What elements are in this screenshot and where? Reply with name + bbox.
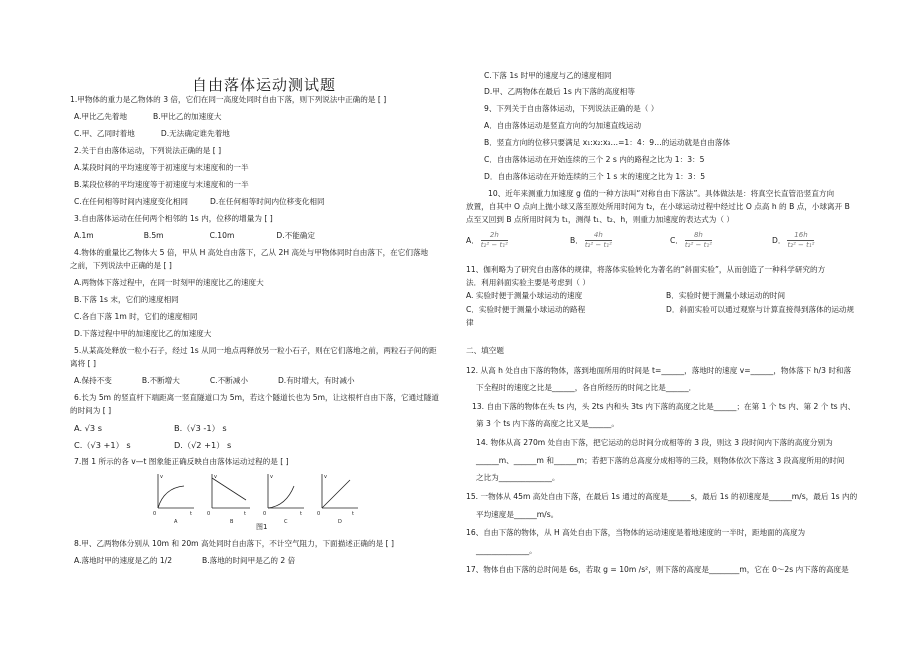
question-7: 7.图 1 所示的各 v—t 图象能正确反映自由落体运动过程的是 [ ] — [74, 457, 289, 466]
fraction — [685, 232, 712, 249]
option: D．斜面实验可以通过观察与计算直接得到落体的运动规 — [666, 305, 855, 314]
graph-b-line — [212, 478, 246, 500]
option: D.在任何相等时间内位移变化相同 — [210, 197, 325, 206]
graph-origin-label: 0 — [263, 511, 267, 517]
option-label: A． — [466, 235, 479, 245]
question-12-line1: 12. 从高 h 处自由下落的物体，落到地面所用的时间是 t=______，落地时的速度 v=______，物体落下 h/3 时和落 — [466, 366, 852, 375]
question-1-options-2 — [74, 130, 256, 139]
option: B.下落 1s 末，它们的速度相同 — [74, 295, 179, 304]
option: D.有时增大，有时减小 — [277, 376, 355, 385]
question-2: 2.关于自由落体运动，下列说法正确的是 [ ] — [74, 146, 222, 155]
question-17: 17、物体自由下落的总时间是 6s，若取 g = 10m /s²，则下落的高度是________m，它在 0～2s 内下落的高度是 — [466, 565, 849, 574]
graph-a-label: A — [174, 519, 178, 525]
graph-origin-label: 0 — [317, 511, 321, 517]
question-10-option-a — [466, 232, 508, 249]
option: B.某段位移的平均速度等于初速度与末速度和的一半 — [74, 180, 249, 189]
option: D．自由落体运动在开始连续的三个 1 s 末的速度之比为 1：3：5 — [484, 172, 706, 181]
option: C.下落 1s 时甲的速度与乙的速度相同 — [484, 71, 612, 80]
fraction-denominator: t₂² − t₁² — [584, 241, 612, 249]
question-3: 3.自由落体运动在任何两个相邻的 1s 内，位移的增量为 [ ] — [74, 214, 273, 223]
question-12-line2: 下全程时的速度之比是______，各自所经历的时间之比是______． — [476, 383, 697, 392]
option: C．实验时便于测量小球运动的路程 — [466, 305, 586, 314]
option: C.各自下落 1m 时，它们的速度相同 — [74, 312, 198, 321]
graph-axis-label: t — [190, 511, 192, 517]
question-6-line2: 的时间为 [ ] — [70, 406, 112, 415]
fraction-denominator: t₂² − t₁² — [787, 241, 815, 249]
question-10-option-c — [670, 232, 712, 249]
fraction-numerator: 8h — [685, 232, 712, 241]
option: B.甲比乙的加速度大 — [153, 112, 222, 121]
graph-axis-label: v — [270, 474, 273, 480]
question-1-options — [74, 113, 247, 122]
question-10-option-d — [772, 232, 814, 249]
question-1: 1.甲物体的重力是乙物体的 3 倍，它们在同一高度处同时自由下落，则下列说法中正确的是 [ ] — [70, 95, 387, 104]
question-16-line1: 16、自由下落的物体，从 H 高处自由下落，当物体的运动速度是着地速度的一半时，距地面的高度为 — [466, 528, 806, 537]
option: B.落地的时间甲是乙的 2 倍 — [202, 556, 296, 565]
question-5-options — [74, 377, 355, 386]
question-8-options — [74, 557, 295, 566]
question-3-options — [74, 232, 315, 241]
question-8: 8.甲、乙两物体分别从 10m 和 20m 高处同时自由落下，不计空气阻力，下面描述正确的是 [ ] — [74, 539, 394, 548]
vt-graphs-svg — [150, 470, 360, 530]
question-4-line1: 4.物体的重量比乙物体大 5 倍，甲从 H 高处自由落下，乙从 2H 高处与甲物体同时自由落下，在它们落地 — [74, 248, 429, 257]
question-10-line1: 10、近年来测重力加速度 g 值的一种方法叫“对称自由下落法”。具体做法是：将真空长直管沿竖直方向 — [488, 189, 835, 198]
fraction — [585, 232, 612, 249]
question-15-line1: 15. 一物体从 45m 高处自由下落，在最后 1s 通过的高度是______s，最后 1s 的初速度是______m/s，最后 1s 内的 — [466, 492, 858, 501]
option: B.不断增大 — [141, 376, 180, 385]
option: A. 实验时便于测量小球运动的速度 — [466, 291, 583, 300]
option: D.甲、乙两物体在最后 1s 内下落的高度相等 — [484, 87, 635, 96]
option: A．自由落体运动是竖直方向的匀加速直线运动 — [484, 121, 642, 130]
option: C．自由落体运动在开始连续的三个 2 s 内的路程之比为 1：3：5 — [484, 155, 705, 164]
option-label: C． — [670, 235, 683, 245]
question-9: 9、下列关于自由落体运动，下列说法正确的是（ ） — [484, 104, 659, 113]
graph-b-label: B — [230, 519, 234, 525]
option: A.保持不变 — [74, 376, 112, 385]
option-continuation: 律 — [466, 318, 474, 327]
question-14-line3: 之比为______________。 — [476, 473, 560, 482]
option: C.甲、乙同时着地 — [74, 129, 135, 138]
graph-axis-label: v — [324, 474, 327, 480]
option: B．实验时便于测量小球运动的时间 — [666, 291, 786, 300]
question-6-line1: 6.长为 5m 的竖直杆下端距离一竖直隧道口为 5m，若这个隧道长也为 5m，让这根杆自由下落，它通过隧道 — [74, 393, 439, 402]
option: B.（√3 -1） s — [174, 423, 227, 433]
option: B．竖直方向的位移只要满足 x₁:x₂:x₃…=1：4：9…的运动就是自由落体 — [484, 138, 731, 147]
option: A.1m — [74, 231, 94, 240]
fraction-denominator: t₂² − t₁² — [480, 241, 508, 249]
fraction-numerator: 4h — [585, 232, 612, 241]
question-15-line2: 平均速度是______m/s。 — [476, 510, 559, 519]
question-11-line2: 法．利用斜面实验主要是考虑到（ ） — [466, 278, 590, 287]
option: D.不能确定 — [276, 231, 315, 240]
question-5-line1: 5.从某高处释放一粒小石子，经过 1s 从同一地点再释放另一粒小石子，则在它们落地之前，两粒石子间的距 — [74, 346, 437, 355]
option: C.在任何相等时间内速度变化相同 — [74, 197, 189, 206]
graph-axis-label: t — [244, 511, 246, 517]
fraction — [787, 232, 814, 249]
option: A.落地时甲的速度是乙的 1/2 — [74, 556, 173, 565]
option: A.甲比乙先着地 — [74, 112, 128, 121]
fraction-denominator: t₂² − t₁² — [684, 241, 712, 249]
graph-c-curve — [268, 486, 294, 508]
option: A. √3 s — [74, 423, 102, 433]
fraction-numerator: 16h — [787, 232, 814, 241]
option: C.不断减小 — [209, 376, 248, 385]
option-label: D． — [772, 235, 786, 245]
graph-c-label: C — [284, 519, 288, 525]
figure-caption: 图1 — [256, 523, 268, 531]
figure-1-graphs — [150, 470, 360, 530]
graph-origin-label: 0 — [207, 511, 211, 517]
fraction-numerator: 2h — [481, 232, 508, 241]
graph-a-curve — [158, 486, 184, 508]
option: C.10m — [209, 231, 235, 240]
question-10-line2: 放置，自其中 O 点向上抛小球又落至原处所用时间为 t₂，在小球运动过程中经过比 O 点高 h 的 B 点，小球离开 B — [466, 202, 850, 211]
question-16-line2: ______________。 — [476, 546, 537, 555]
option-label: B． — [570, 235, 583, 245]
question-10-line3: 点至又回到 B 点所用时间为 t₁，测得 t₁、t₂、h，则重力加速度的表达式为（ ） — [466, 215, 734, 224]
graph-origin-label: 0 — [153, 511, 157, 517]
question-2-options-cd — [74, 198, 325, 207]
option: B.5m — [143, 231, 164, 240]
graph-axis-label: t — [300, 511, 302, 517]
graph-d-label: D — [338, 519, 342, 525]
page-title: 自由落体运动测试题 — [192, 76, 337, 94]
question-11-line1: 11、伽利略为了研究自由落体的规律，将落体实验转化为著名的“斜面实验”，从而创造了一种科学研究的方 — [466, 265, 826, 274]
graph-d-line — [322, 480, 350, 508]
graph-axis-label: v — [214, 474, 217, 480]
question-14-line2: ______m、______m 和______m；若把下落的总高度分成相等的三段，则物体依次下落这 3 段高度所用的时间 — [476, 456, 845, 465]
question-4-line2: 之前，下列说法中正确的是 [ ] — [70, 261, 172, 270]
fraction — [481, 232, 508, 249]
graph-axis-label: v — [160, 474, 163, 480]
option: D.无法确定谁先着地 — [160, 129, 230, 138]
question-13-line2: 第 3 个 ts 内下落的高度之比又是______。 — [476, 419, 619, 428]
graph-axis-label: t — [352, 511, 354, 517]
question-10-option-b — [570, 232, 612, 249]
option: D.下落过程中甲的加速度比乙的加速度大 — [74, 329, 212, 338]
question-14-line1: 14. 物体从高 270m 处自由下落，把它运动的总时间分成相等的 3 段，则这 3 段时间内下落的高度分别为 — [476, 438, 833, 447]
question-13-line1: 13. 自由下落的物体在头 ts 内，头 2ts 内和头 3ts 内下落的高度之比是______；在第 1 个 ts 内、第 2 个 ts 内、 — [472, 402, 856, 411]
option: A.某段时间的平均速度等于初速度与末速度和的一半 — [74, 163, 249, 172]
section-heading: 二、填空题 — [466, 346, 504, 355]
option: A.两物体下落过程中，在同一时刻甲的速度比乙的速度大 — [74, 278, 264, 287]
question-5-line2: 离将 [ ] — [70, 359, 96, 368]
option: C.（√3 +1） s — [74, 440, 131, 450]
option: D.（√2 +1） s — [174, 440, 232, 450]
